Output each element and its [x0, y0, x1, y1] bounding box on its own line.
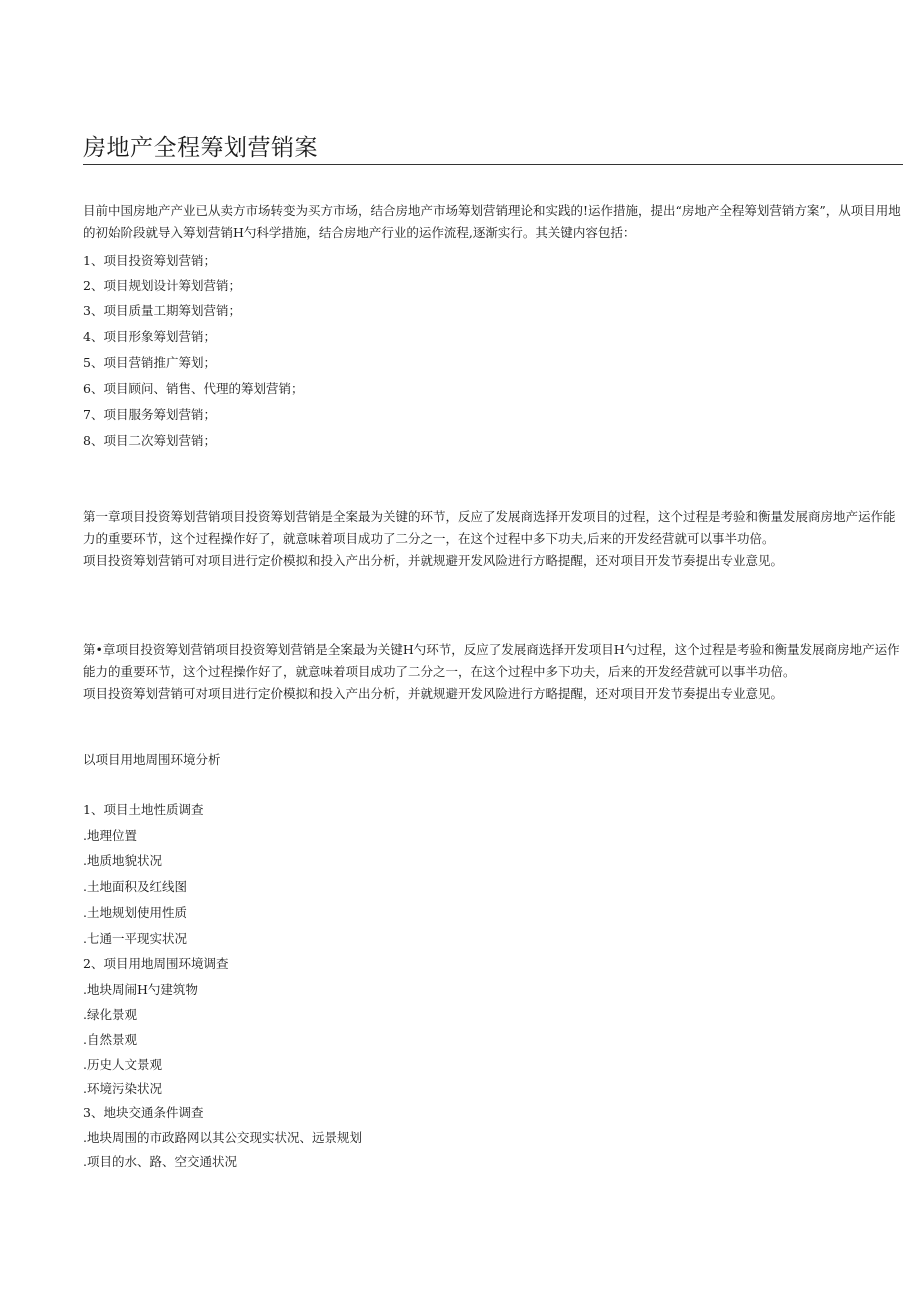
- intro-paragraph: [83, 200, 901, 244]
- list-item: .土地面积及红线图: [83, 879, 187, 894]
- list-item: .绿化景观: [83, 1007, 137, 1022]
- list-item: 3、地块交通条件调查: [83, 1105, 204, 1120]
- list-item: 6、项目顾问、销售、代理的筹划营销；: [83, 381, 304, 396]
- list-item: .七通一平现实状况: [83, 931, 187, 946]
- chapter1-repeat-paragraph-2: 项目投资筹划营销可对项目进行定价模拟和投入产出分析，并就规避开发风险进行方略提醒，还对项目开发节奏提出专业意见。: [83, 686, 784, 701]
- list-item: .地质地貌状况: [83, 853, 162, 868]
- list-item: 8、项目二次筹划营销；: [83, 433, 216, 448]
- document-title: 房地产全程筹划营销案: [83, 135, 318, 161]
- section-heading: 以项目用地周围环境分析: [83, 752, 221, 767]
- title-underline: [83, 164, 903, 165]
- list-item: .自然景观: [83, 1032, 137, 1047]
- list-item: 2、项目用地周围环境调查: [83, 956, 229, 971]
- chapter1-paragraph-2: 项目投资筹划营销可对项目进行定价模拟和投入产出分析，并就规避开发风险进行方略提醒，还对项目开发节奏提出专业意见。: [83, 553, 784, 568]
- list-item: .土地规划使用性质: [83, 905, 187, 920]
- list-item: .地块周闹H勺建筑物: [83, 982, 198, 997]
- intro-text: 目前中国房地产产业已从卖方市场转变为买方市场，结合房地产市场筹划营销理论和实践的!运作措施，提出“房地产全程筹划营销方案”，从项目用地的初始阶段就导入筹划营销H勺科学措施，结合房地产行业的运作流程,逐渐实行。其关键内容包括：: [83, 203, 901, 240]
- list-item: 1、项目投资筹划营销；: [83, 253, 216, 268]
- list-item: 3、项目质量工期筹划营销；: [83, 303, 241, 318]
- chapter1-section: [83, 506, 901, 572]
- list-item: .环境污染状况: [83, 1081, 162, 1096]
- list-item: 2、项目规划设计筹划营销；: [83, 278, 241, 293]
- list-item: 1、项目土地性质调查: [83, 802, 204, 817]
- chapter1-repeat-paragraph: 第•章项目投资筹划营销项目投资筹划营销是全案最为关键H勺环节，反应了发展商选择开发项目H勺过程，这个过程是考验和衡量发展商房地产运作能力的重要环节，这个过程操作好了，就意味着项目成功了二分之一，在这个过程中多下功夫，后来的开发经营就可以事半功倍。: [83, 642, 900, 679]
- list-item: 7、项目服务筹划营销；: [83, 407, 216, 422]
- list-item: .地块周围的市政路网以其公交现实状况、远景规划: [83, 1130, 362, 1145]
- list-item: 5、项目营销推广筹划；: [83, 355, 216, 370]
- list-item: .地理位置: [83, 828, 137, 843]
- chapter1-paragraph: 第一章项目投资筹划营销项目投资筹划营销是全案最为关键的环节，反应了发展商选择开发项目的过程，这个过程是考验和衡量发展商房地产运作能力的重要环节，这个过程操作好了，就意味着项目成功了二分之一，在这个过程中多下功夫,后来的开发经营就可以事半功倍。: [83, 509, 896, 546]
- list-item: 4、项目形象筹划营销；: [83, 329, 216, 344]
- list-item: .历史人文景观: [83, 1057, 162, 1072]
- list-item: .项目的水、路、空交通状况: [83, 1154, 237, 1169]
- chapter1-repeat-section: [83, 639, 901, 705]
